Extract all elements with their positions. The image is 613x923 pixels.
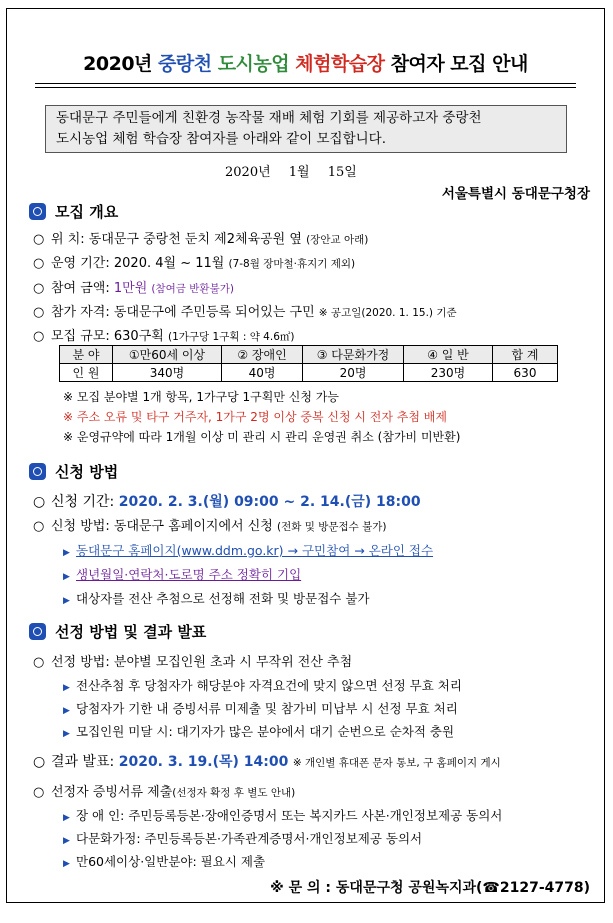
- triangle-bullet-icon: ▶: [63, 683, 70, 693]
- section-bullet-icon: [29, 463, 46, 480]
- title-rule-top: [35, 83, 576, 84]
- triangle-bullet-icon: ▶: [63, 813, 70, 823]
- title-rest: 참여자 모집 안내: [390, 53, 528, 75]
- info-fee: ○ 참여 금액: 1만원 (참여금 반환불가): [33, 281, 234, 296]
- note-one-per-household: ※ 모집 분야별 1개 항목, 1가구당 1구획만 신청 가능: [63, 390, 339, 404]
- intro-line-2: 도시농업 체험 학습장 참여자를 아래와 같이 모집합니다.: [56, 131, 386, 147]
- apply-step-homepage: [63, 541, 433, 559]
- issuing-org: 서울특별시 동대문구청장: [441, 186, 590, 202]
- quota-header-cell: ③ 다문화가정: [303, 346, 404, 364]
- triangle-bullet-icon: ▶: [63, 706, 70, 716]
- info-location: ○ 위 치: 동대문구 중랑천 둔치 제2체육공원 옆 (장안교 아래): [33, 232, 369, 247]
- docs-submission: ○ 선정자 증빙서류 제출(선정자 확정 후 별도 안내): [33, 785, 296, 800]
- quota-header-cell: ② 장애인: [222, 346, 303, 364]
- docs-multicultural: ▶ 다문화가정: 주민등록등본·가족관계증명서·개인정보제공 동의서: [63, 831, 423, 846]
- select-method: ○ 선정 방법: 분야별 모집인원 초과 시 무작위 전산 추첨: [33, 655, 353, 670]
- title-urban-farming: 도시농업: [217, 53, 296, 75]
- section-application: [29, 461, 118, 482]
- apply-period: ○ 신청 기간: 2020. 2. 3.(월) 09:00 ~ 2. 14.(금) 18:00: [33, 494, 421, 510]
- section-title: 신청 방법: [55, 463, 119, 481]
- quota-cell: 340명: [113, 364, 222, 382]
- result-announcement: ○ 결과 발표: 2020. 3. 19.(목) 14:00 ※ 개인별 휴대폰 문자 통보, 구 홈페이지 게시: [33, 754, 501, 770]
- triangle-bullet-icon: ▶: [63, 548, 70, 558]
- info-qualification: ○ 참가 자격: 동대문구에 주민등록 되어있는 구민 ※ 공고일(2020. 1. 15.) 기준: [33, 305, 457, 320]
- select-rule-2: ▶ 당첨자가 기한 내 증빙서류 미제출 및 참가비 미납부 시 선정 무효 처리: [63, 701, 458, 716]
- section-bullet-icon: [29, 623, 46, 640]
- docs-senior-general: ▶ 만60세이상·일반분야: 필요시 제출: [63, 854, 266, 869]
- info-scale: ○ 모집 규모: 630구획 (1가구당 1구획 : 약 4.6㎡): [33, 329, 295, 344]
- apply-method: ○ 신청 방법: 동대문구 홈페이지에서 신청 (전화 및 방문접수 불가): [33, 519, 387, 534]
- quota-header-cell: 합 계: [493, 346, 558, 364]
- apply-step-lottery: ▶ 대상자를 전산 추첨으로 선정해 전화 및 방문접수 불가: [63, 591, 370, 606]
- quota-header-cell: ④ 일 반: [404, 346, 493, 364]
- quota-cell: 인 원: [60, 364, 113, 382]
- notice-date: 2020년 1월 15일: [225, 165, 357, 180]
- select-rule-1: ▶ 전산추첨 후 당첨자가 해당분야 자격요건에 맞지 않으면 선정 무효 처리: [63, 678, 462, 693]
- title-place: 중랑천: [158, 53, 218, 75]
- title-year: 2020년: [83, 53, 159, 75]
- info-period: ○ 운영 기간: 2020. 4월 ~ 11월 (7-8월 장마철·휴지기 제외): [33, 256, 356, 271]
- section-recruit-overview: [29, 201, 118, 222]
- quota-cell: 40명: [222, 364, 303, 382]
- quota-header-cell: 분 야: [60, 346, 113, 364]
- homepage-link[interactable]: 동대문구 홈페이지(www.ddm.go.kr) → 구민참여 → 온라인 접수: [76, 543, 434, 558]
- docs-disabled: ▶ 장 애 인: 주민등록등본·장애인증명서 또는 복지카드 사본·개인정보제공 동의서: [63, 808, 503, 823]
- notice-page: [6, 8, 605, 903]
- triangle-bullet-icon: ▶: [63, 859, 70, 869]
- section-bullet-icon: [29, 203, 46, 220]
- contact-info: ※ 문 의 : 동대문구청 공원녹지과(☎2127-4778): [270, 880, 590, 896]
- note-management-rule: ※ 운영규약에 따라 1개월 이상 미 관리 시 관리 운영권 취소 (참가비 미반환): [63, 430, 461, 444]
- note-exclusion-warning: ※ 주소 오류 및 타구 거주자, 1가구 2명 이상 중복 신청 시 전자 추첨 배제: [63, 410, 447, 424]
- intro-box: [45, 105, 567, 153]
- quota-count-row: [60, 364, 558, 382]
- section-title: 모집 개요: [55, 203, 119, 221]
- quota-table: [59, 345, 558, 382]
- quota-cell: 230명: [404, 364, 493, 382]
- triangle-bullet-icon: ▶: [63, 572, 70, 582]
- page-title: [7, 49, 604, 76]
- triangle-bullet-icon: ▶: [63, 596, 70, 606]
- section-selection-results: [29, 621, 206, 642]
- quota-header-row: [60, 346, 558, 364]
- quota-header-cell: ①만60세 이상: [113, 346, 222, 364]
- triangle-bullet-icon: ▶: [63, 729, 70, 739]
- quota-cell: 20명: [303, 364, 404, 382]
- title-rule-bottom: [35, 87, 576, 88]
- select-rule-3: ▶ 모집인원 미달 시: 대기자가 많은 분야에서 대기 순번으로 순차적 충원: [63, 724, 455, 739]
- intro-line-1: 동대문구 주민들에게 친환경 농작물 재배 체험 기회를 제공하고자 중랑천: [56, 110, 482, 126]
- section-title: 선정 방법 및 결과 발표: [55, 623, 207, 641]
- quota-cell: 630: [493, 364, 558, 382]
- title-experience: 체험학습장: [295, 53, 391, 75]
- triangle-bullet-icon: ▶: [63, 836, 70, 846]
- apply-step-info: ▶ 생년월일·연락처·도로명 주소 정확히 기입: [63, 567, 302, 582]
